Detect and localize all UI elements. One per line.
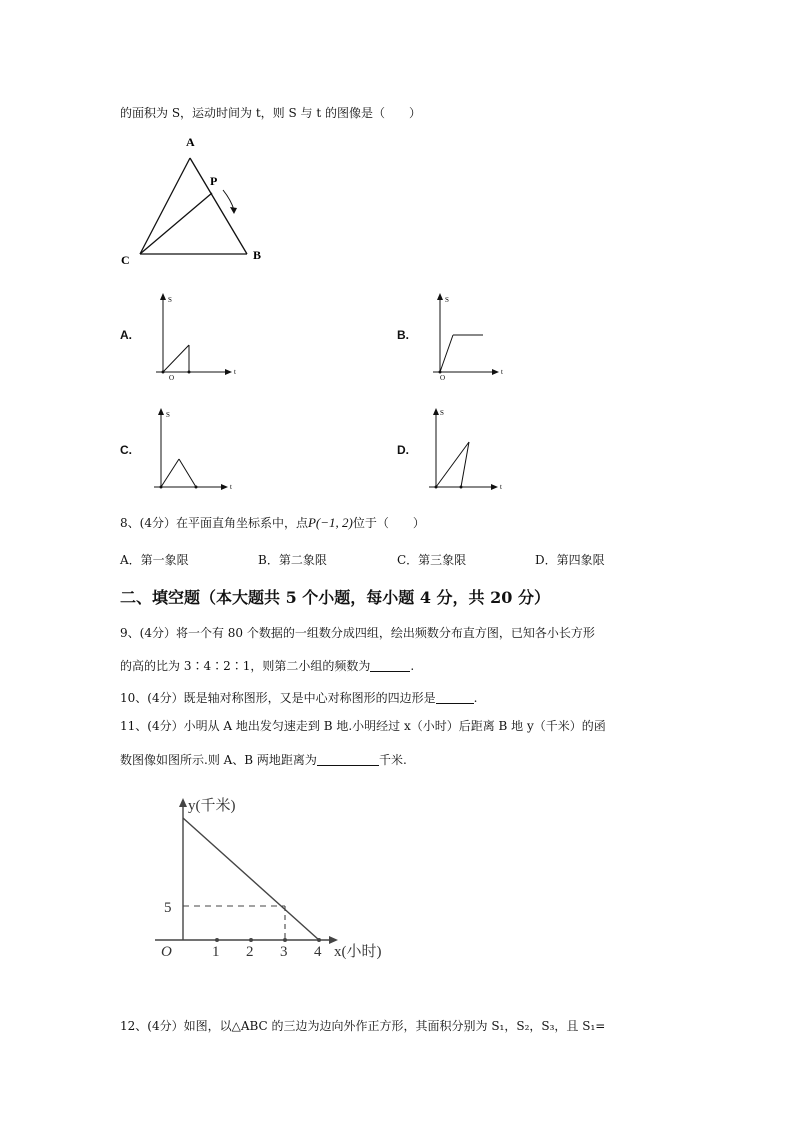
q10-text: 10、(4分）既是轴对称图形，又是中心对称图形的四边形是 (120, 691, 436, 705)
option-c-label: C. (120, 443, 132, 457)
q8-choice-c: C．第三象限 (397, 553, 467, 567)
graph-b-t-label: t (501, 368, 503, 376)
graph-x-tick-4: 4 (314, 944, 322, 960)
graph-d-s-label: S (440, 409, 444, 417)
option-a-graph (148, 290, 248, 385)
q10-end: . (473, 691, 478, 705)
q11-distance-graph (150, 790, 420, 970)
graph-a-origin: O (169, 374, 175, 382)
q8-text: 8、(4分）在平面直角坐标系中，点 (120, 516, 308, 530)
graph-d-t-label: t (500, 483, 502, 491)
q11-line1: 11、(4分）小明从 A 地出发匀速走到 B 地.小明经过 x（小时）后距离 B 地 y（千米）的函 (120, 719, 606, 733)
option-b-graph (425, 290, 525, 385)
graph-b-s-label: S (445, 296, 449, 304)
q7-question-tail: 的面积为 S，运动时间为 t，则 S 与 t 的图像是（ ） (120, 106, 421, 120)
option-d-label: D. (397, 443, 409, 457)
q8-choice-d: D．第四象限 (535, 553, 605, 567)
q9-line1: 9、(4分）将一个有 80 个数据的一组数分成四组，绘出频数分布直方图，已知各小长方形 (120, 626, 595, 640)
q8-after: 位于（ ） (352, 516, 425, 530)
q11-end: 千米. (378, 753, 407, 767)
graph-b-origin: O (440, 374, 446, 382)
graph-y-axis-label: y(千米) (188, 798, 236, 814)
graph-c-s-label: S (166, 411, 170, 419)
vertex-a: A (186, 135, 195, 149)
triangle-figure (110, 130, 280, 270)
q10-question (120, 689, 477, 706)
q11-line2 (120, 751, 407, 768)
q9-end: . (410, 659, 415, 673)
option-d-graph (422, 405, 522, 500)
q10-answer-blank[interactable] (436, 691, 474, 704)
graph-x-tick-1: 1 (212, 944, 220, 960)
graph-y-tick-5: 5 (164, 900, 172, 916)
graph-c-t-label: t (230, 483, 232, 491)
option-c-graph (148, 405, 248, 500)
q11-line2-text: 数图像如图所示.则 A、B 两地距离为 (120, 753, 317, 767)
option-a-label: A. (120, 328, 132, 342)
vertex-p: P (210, 174, 218, 188)
graph-x-tick-3: 3 (280, 944, 288, 960)
q8-choice-b: B．第二象限 (258, 553, 327, 567)
graph-a-t-label: t (234, 368, 236, 376)
q8-question (120, 514, 425, 531)
q8-choice-a: A．第一象限 (120, 553, 189, 567)
q11-answer-blank[interactable] (317, 753, 379, 766)
section-2-heading: 二、填空题（本大题共 5 个小题，每小题 4 分，共 20 分） (120, 588, 550, 607)
vertex-b: B (253, 248, 262, 262)
graph-x-axis-label: x(小时) (334, 944, 382, 960)
q9-line2-text: 的高的比为 3∶4∶2∶1，则第二小组的频数为 (120, 659, 371, 673)
graph-a-s-label: S (168, 296, 172, 304)
q9-answer-blank[interactable] (370, 659, 410, 672)
graph-origin: O (161, 944, 172, 960)
option-b-label: B. (397, 328, 409, 342)
graph-x-tick-2: 2 (246, 944, 254, 960)
q12-question: 12、(4分）如图，以△ABC 的三边为边向外作正方形，其面积分别为 S₁，S₂，S₃，且 S₁= (120, 1019, 606, 1033)
q9-line2 (120, 657, 414, 674)
q8-point: P(−1, 2) (307, 515, 353, 530)
vertex-c: C (121, 253, 130, 267)
